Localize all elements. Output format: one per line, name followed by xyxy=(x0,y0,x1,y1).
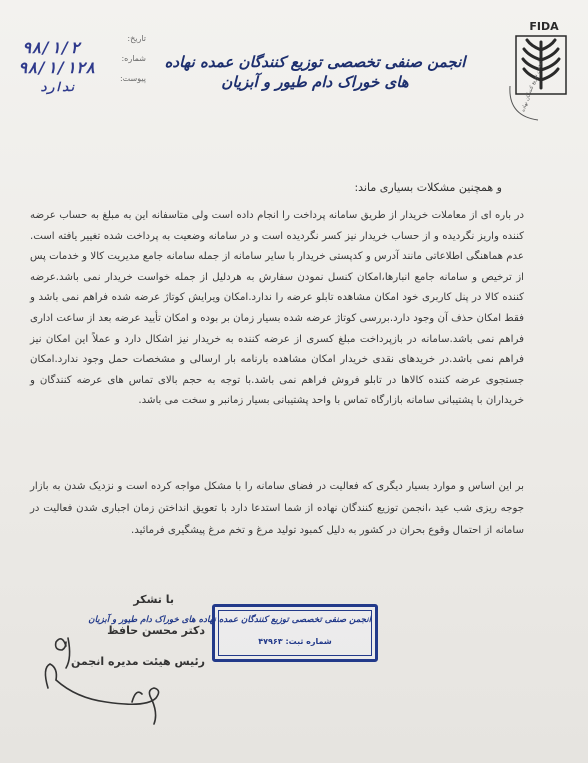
date-label: تاریخ: xyxy=(127,34,146,43)
closing-thanks: با تشکر xyxy=(133,593,174,606)
body-paragraph-2: بر این اساس و موارد بسیار دیگری که فعالیت در فضای سامانه را با مشکل مواجه کرده است و نزدیک شدن به بازار جوجه ریزی شب عید ،انجمن توزیع کنندگان نهاده از شما استدعا دارد با تعویق انداختن زمان اجباری شدن فعالیت در سامانه از احتمال وقوع بحران در کشور به دلیل کمبود تولید مرغ و تخم مرغ پیشگیری فرمائید. xyxy=(30,481,524,536)
intro-line: و همچنین مشکلات بسیاری ماند: xyxy=(354,181,502,194)
number-label: شماره: xyxy=(121,54,146,63)
svg-text:انجمن توزیع کنندگان نهاده: انجمن توزیع کنندگان نهاده xyxy=(520,60,545,113)
handwritten-attachment: ندارد xyxy=(40,80,77,94)
association-title: انجمن صنفی تخصصی توزیع کنندگان عمده نهاده های خوراک دام طیور و آبزیان xyxy=(164,53,466,91)
handwritten-date: ۹۸/۱/۲ xyxy=(22,38,80,57)
signer-role: رئیس هیئت مدیره انجمن xyxy=(71,655,205,668)
handwritten-signature xyxy=(36,628,196,728)
handwritten-number: ۹۸/۱/۱۲۸ xyxy=(18,58,96,77)
svg-text:FIDA: FIDA xyxy=(529,20,559,33)
signer-name: دکتر محسن حافظ xyxy=(107,624,205,637)
stamp-name: انجمن صنفی تخصصی توزیع کنندگان عمده نهاده های خوراک دام طیور و آبزیان xyxy=(88,615,371,625)
body-paragraph-1: در باره ای از معاملات خریدار از طریق سامانه پرداخت را انجام داده است ولی متاسفانه این به مبلغ به حساب عرضه کننده واریز نگردیده و از حساب خریدار نیز کسر نگردیده است و در سامانه وضعیت به پرداخت شده تغییر یافته است. عدم هماهنگی اطلاعاتی مانند آدرس و کدپستی خریدار با سایر سامانه از جمله سامانه جامع مدیریت کالا و خدمات پس از ترخیص و سامانه جامع انبارها،امکان کنسل نمودن سفارش به هردلیل از جمله خواست خریدار نمی باشد.عرضه کننده کالا در پنل کاربری خود امکان مشاهده تابلو عرضه را ندارد.امکان ویرایش کوتاژ عرضه شده فراهم نمی باشد و فقط امکان حذف آن وجود دارد.بررسی کوتاژ عرضه شده بسیار زمان بر بوده و امکان تأیید عرضه بعد از ساعت اداری فراهم نمی باشد.سامانه در بازپرداخت مبلغ کسری از عرضه کننده به خریدار نیز اشکال دارد و عملاً این امکان نیز فراهم نمی باشد.در خریدهای نقدی خریدار امکان مشاهده بارنامه بار ارسالی و مشخصات حمل وجود ندارد.امکان جستجوی عرضه کننده کالاها در تابلو فروش فراهم نمی باشد.با توجه به حجم بالای تماس های عرضه کنندگان و خریداران با پشتیبانی سامانه بازارگاه تماس با واحد پشتیبانی بسیار زمانبر و سخت می باشد. xyxy=(30,210,524,407)
stamp-registration: شماره ثبت: ۴۷۹۶۳ xyxy=(258,637,332,646)
attachment-label: پیوست: xyxy=(119,74,146,83)
fida-logo xyxy=(498,16,576,126)
